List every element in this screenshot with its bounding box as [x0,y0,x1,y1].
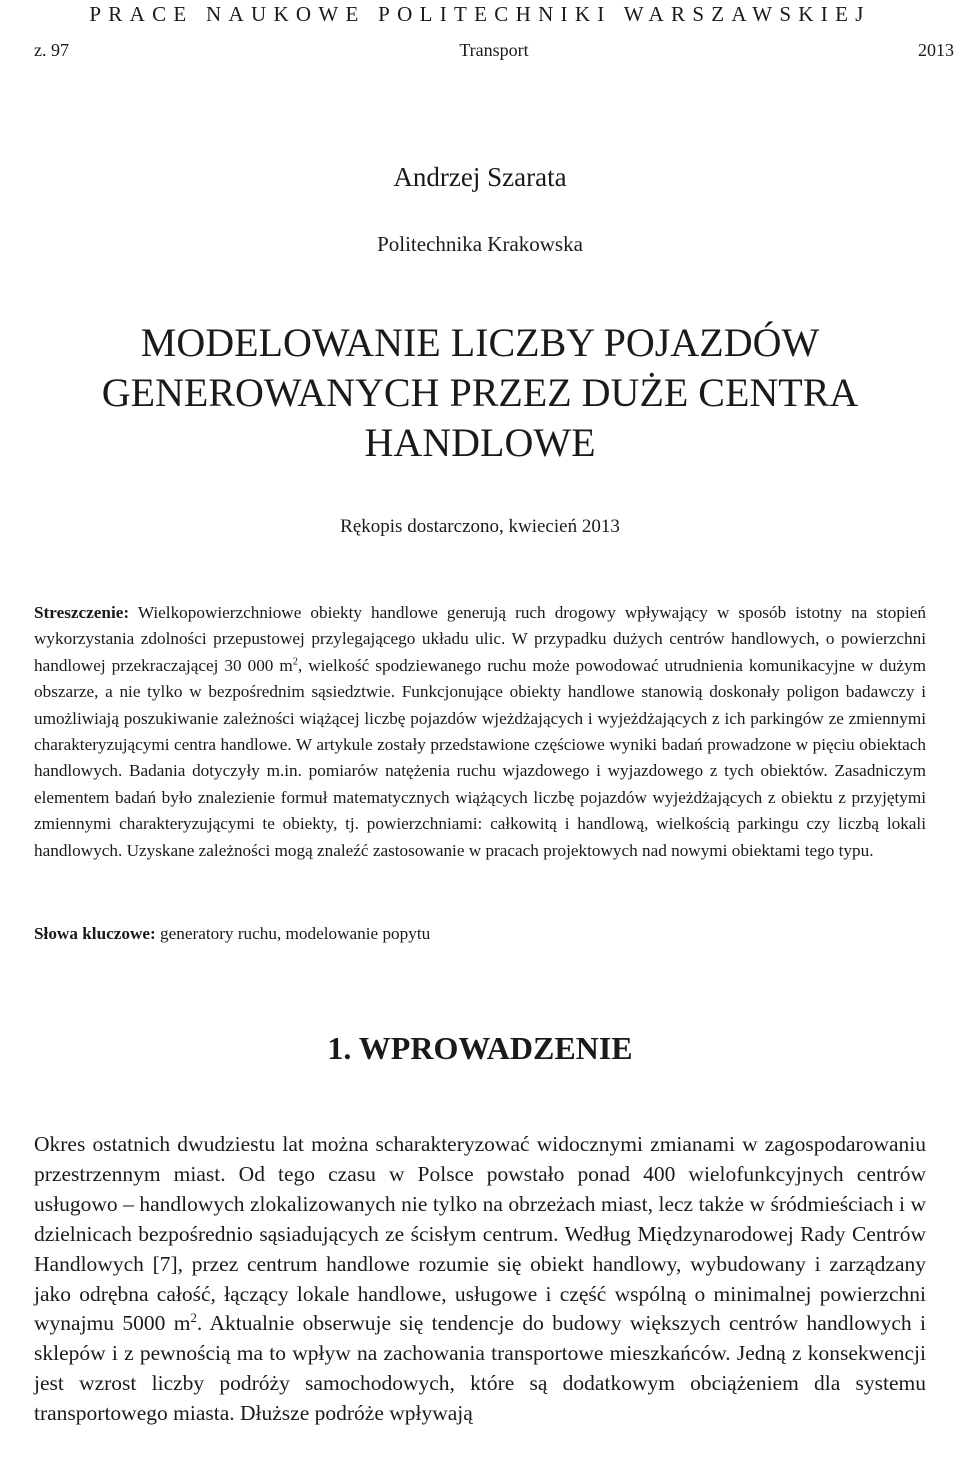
abstract [34,600,926,864]
keywords-label: Słowa kluczowe: [34,924,156,943]
abstract-superscript: 2 [292,656,298,668]
section-heading: 1. WPROWADZENIE [327,1030,633,1066]
series-name: Transport [459,40,529,60]
abstract-text-part2: , wielkość spodziewanego ruchu może powodować utrudnienia komunikacyjne w dużym obszarze, a nie tylko w bezpośrednim sąsiedztwie. Funkcjonujące obiekty handlowe stanowią doskonały poligon badawczy i umożliwiają poszukiwanie zależności wiążącej liczbę pojazdów wjeżdżających i wyjeżdżających z ich parkingów ze zmiennymi charakteryzującymi centra handlowe. W artykule zostały przedstawione częściowe wyniki badań prowadzone w pięciu obiektach handlowych. Badania dotyczyły m.in. pomiarów natężenia ruchu wjazdowego i wyjazdowego z tych obiektów. Zasadniczym elementem badań było znalezienie formuł matematycznych wiążących liczbę pojazdów wyjeżdżających z obiektu z przyjętymi zmiennymi charakteryzującymi te obiekty, tj. powierzchniami: całkowitą i handlową, wielkością parkingu czy liczbą lokali handlowych. Uzyskane zależności mogą znaleźć zastosowanie w pracach projektowych nad nowymi obiektami tego typu. [34,655,926,860]
paper-title: MODELOWANIE LICZBY POJAZDÓW GENEROWANYCH PRZEZ DUŻE CENTRA HANDLOWE [101,320,859,465]
keywords-text: generatory ruchu, modelowanie popytu [155,924,431,943]
issue-number: z. 97 [34,40,69,60]
body-paragraph [34,1130,926,1429]
body-text-part2: . Aktualnie obserwuje się tendencje do budowy większych centrów handlowych i sklepów i z pewnością ma to wpływ na zachowania transportowe mieszkańców. Jedną z konsekwencji jest wzrost liczby podróży samochodowych, które są dodatkowym obciążeniem dla systemu transportowego miasta. Dłuższe podróże wpływają [34,1311,926,1426]
abstract-label: Streszczenie: [34,603,130,622]
body-text-part1: Okres ostatnich dwudziestu lat można scharakteryzować widocznymi zmianami w zagospodarowaniu przestrzennym miast. Od tego czasu w Polsce powstało ponad 400 wielofunkcyjnych centrów usługowo – handlowych zlokalizowanych nie tylko na obrzeżach miast, lecz także w śródmieściach i w dzielnicach bezpośrednio sąsiadujących ze ścisłym centrum. Według Międzynarodowej Rady Centrów Handlowych [7], przez centrum handlowe rozumie się obiekt handlowy, wybudowany i zarządzany jako odrębna całość, łączący lokale handlowe, usługowe i część wspólną o minimalnej powierzchni wynajmu 5000 m [34,1132,926,1336]
issue-year: 2013 [918,40,954,60]
journal-name: PRACE NAUKOWE POLITECHNIKI WARSZAWSKIEJ [89,2,871,26]
author-name: Andrzej Szarata [393,162,567,192]
received-date: Rękopis dostarczono, kwiecień 2013 [340,516,620,537]
body-superscript: 2 [190,1311,197,1326]
keywords [34,924,926,944]
issue-row [34,40,954,64]
author-affiliation: Politechnika Krakowska [377,232,583,256]
abstract-text-part1: Wielkopowierzchniowe obiekty handlowe generują ruch drogowy wpływający w sposób istotny na stopień wykorzystania zdolności przepustowej przylegającego układu ulic. W przypadku dużych centrów handlowych, o powierzchni handlowej przekraczającej 30 000 m [34,603,926,675]
